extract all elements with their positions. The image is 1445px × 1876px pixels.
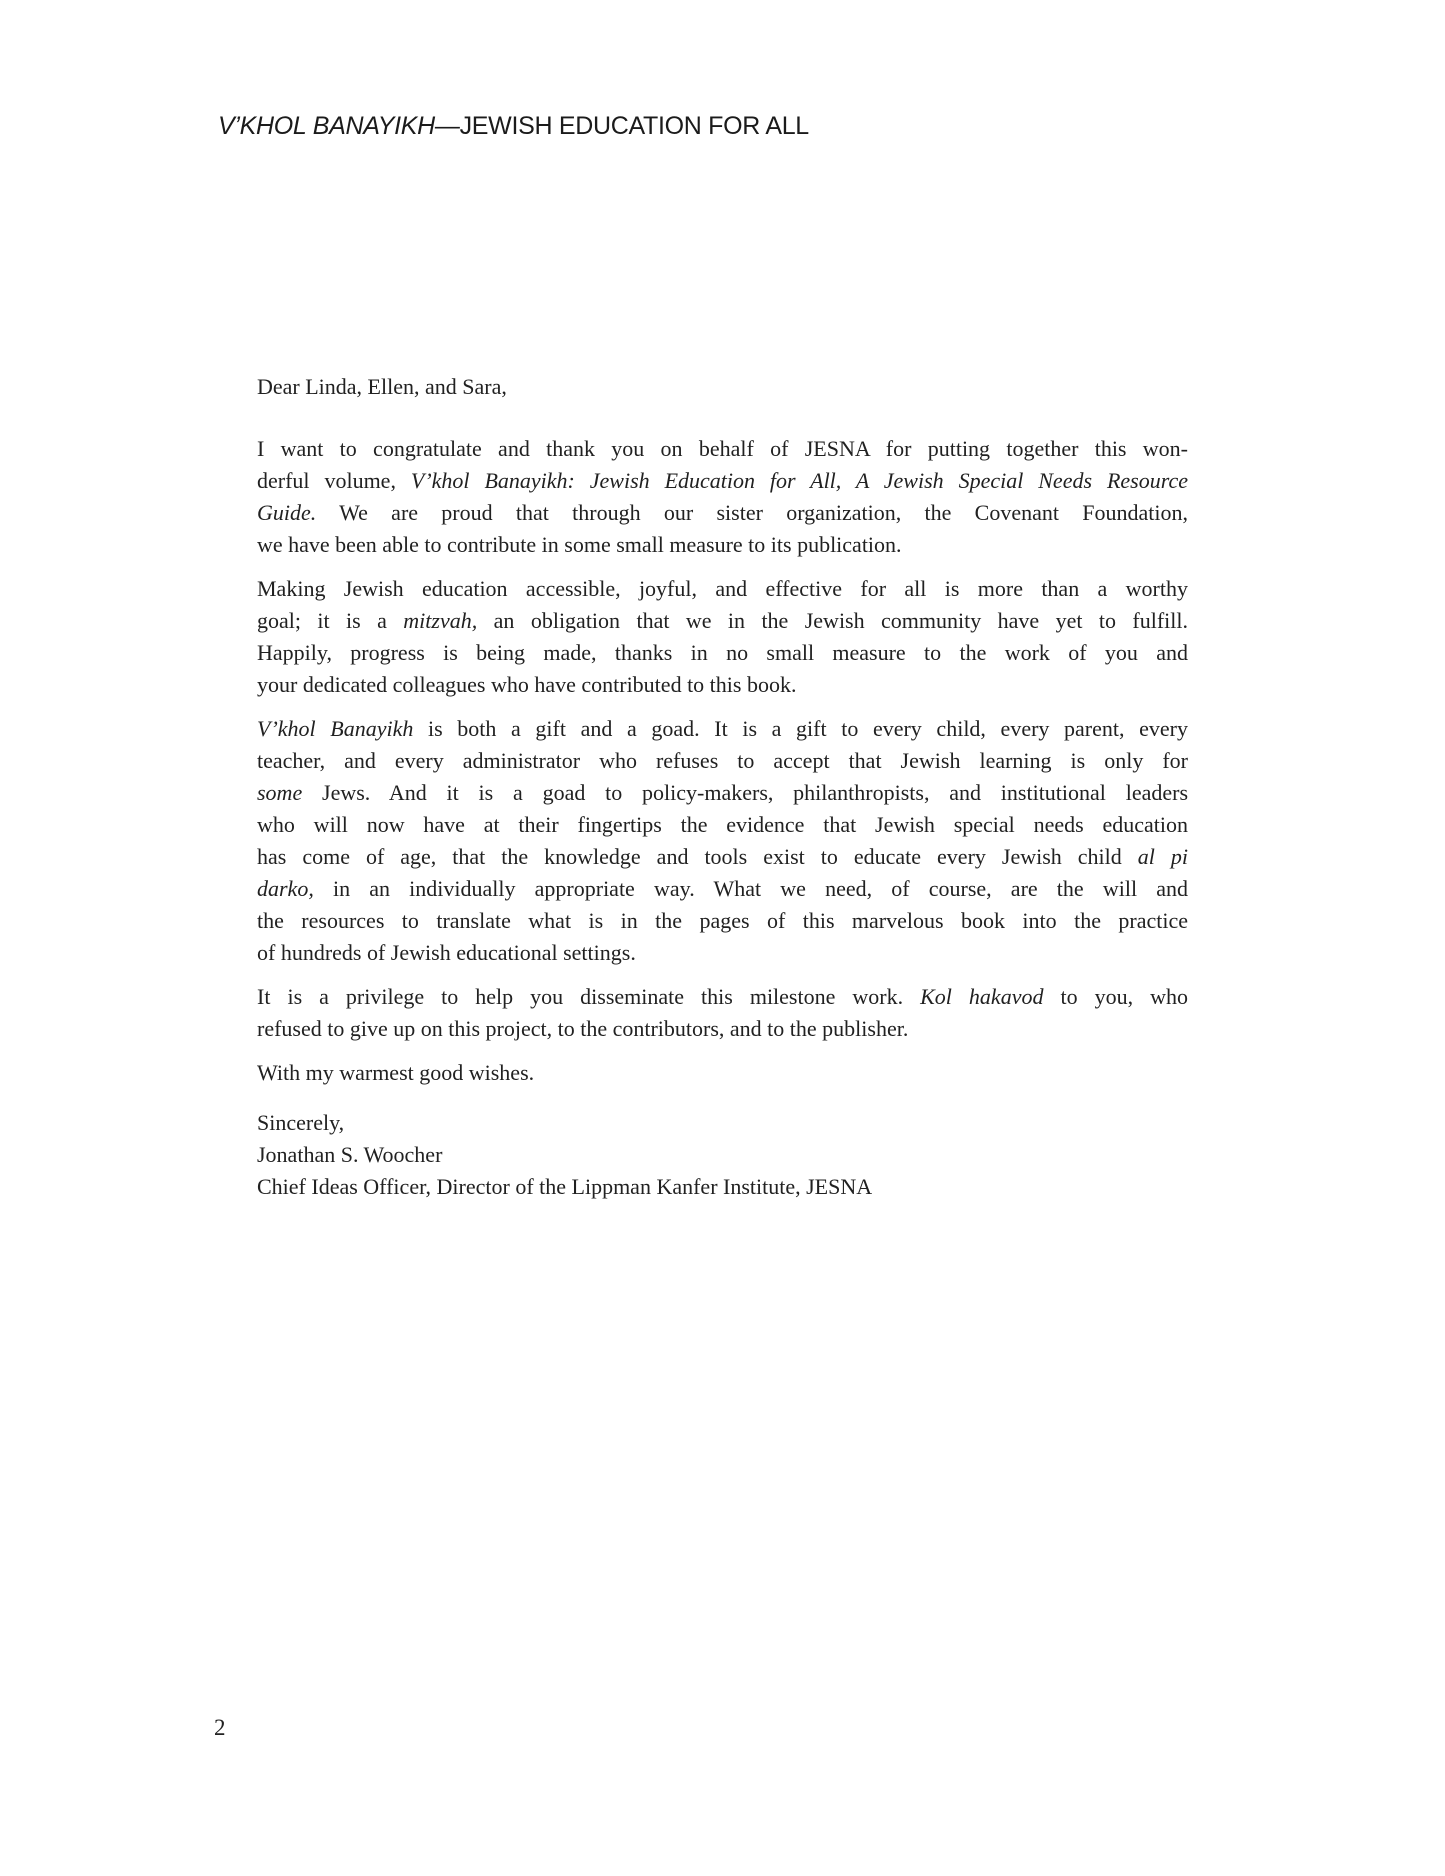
running-header xyxy=(218,112,809,141)
paragraph-line xyxy=(257,981,1188,1013)
text-segment: Happily, progress is being made, thanks in no small measure to the work of you and xyxy=(257,640,1188,665)
running-header-subtitle: —JEWISH EDUCATION FOR ALL xyxy=(434,112,809,140)
paragraph xyxy=(257,573,1188,701)
paragraph-line xyxy=(257,937,1188,969)
paragraph-line xyxy=(257,669,1188,701)
paragraph-line xyxy=(257,905,1188,937)
italic-text-segment: al pi xyxy=(1137,844,1188,869)
letter-body xyxy=(257,371,1188,1203)
signature-block xyxy=(257,1107,1188,1203)
paragraph-line xyxy=(257,433,1188,465)
text-segment: We are proud that through our sister organization, the Covenant Foundation, xyxy=(316,500,1188,525)
text-segment: Making Jewish education accessible, joyful, and effective for all is more than a worthy xyxy=(257,576,1188,601)
text-segment: who will now have at their fingertips the evidence that Jewish special needs education xyxy=(257,812,1188,837)
text-segment: teacher, and every administrator who refuses to accept that Jewish learning is only for xyxy=(257,748,1188,773)
text-segment: an obligation that we in the Jewish community have yet to fulfill. xyxy=(477,608,1188,633)
paragraph-line xyxy=(257,497,1188,529)
paragraph xyxy=(257,713,1188,969)
italic-text-segment: darko, xyxy=(257,876,314,901)
paragraph-line xyxy=(257,605,1188,637)
letter-closing: With my warmest good wishes. xyxy=(257,1060,535,1085)
paragraph-line xyxy=(257,637,1188,669)
paragraph-line xyxy=(257,745,1188,777)
paragraph-line xyxy=(257,465,1188,497)
text-segment: is both a gift and a goad. It is a gift to every child, every parent, every xyxy=(413,716,1188,741)
running-header-book-title: V’KHOL BANAYIKH xyxy=(218,112,435,140)
paragraph xyxy=(257,981,1188,1045)
text-segment: has come of age, that the knowledge and tools exist to educate every Jewish child xyxy=(257,844,1138,869)
italic-text-segment: Guide. xyxy=(257,500,317,525)
paragraph-line xyxy=(257,713,1188,745)
paragraph-line xyxy=(257,529,1188,561)
letter-paragraphs xyxy=(257,433,1188,1045)
signature-name: Jonathan S. Woocher xyxy=(257,1142,443,1167)
text-segment: I want to congratulate and thank you on behalf of JESNA for putting together this won- xyxy=(257,436,1188,461)
italic-text-segment: Kol hakavod xyxy=(920,984,1044,1009)
italic-text-segment: mitzvah, xyxy=(403,608,478,633)
text-segment: to you, who xyxy=(1043,984,1189,1009)
paragraph-line xyxy=(257,841,1188,873)
paragraph-line xyxy=(257,1013,1188,1045)
text-segment: refused to give up on this project, to the contributors, and to the publisher. xyxy=(257,1016,909,1041)
paragraph-line xyxy=(257,873,1188,905)
text-segment: goal; it is a xyxy=(257,608,404,633)
letter-salutation: Dear Linda, Ellen, and Sara, xyxy=(257,374,507,399)
italic-text-segment: V’khol Banayikh xyxy=(257,716,414,741)
text-segment: your dedicated colleagues who have contributed to this book. xyxy=(257,672,797,697)
paragraph-line xyxy=(257,777,1188,809)
paragraph-line xyxy=(257,573,1188,605)
italic-text-segment: some xyxy=(257,780,303,805)
paragraph xyxy=(257,433,1188,561)
signature-sincerely: Sincerely, xyxy=(257,1110,345,1135)
text-segment: of hundreds of Jewish educational settings. xyxy=(257,940,636,965)
text-segment: It is a privilege to help you disseminate this milestone work. xyxy=(257,984,921,1009)
text-segment: in an individually appropriate way. What we need, of course, are the will and xyxy=(313,876,1188,901)
page-number: 2 xyxy=(214,1715,226,1740)
text-segment: derful volume, xyxy=(257,468,411,493)
text-segment: the resources to translate what is in the pages of this marvelous book into the practice xyxy=(257,908,1188,933)
paragraph-line xyxy=(257,809,1188,841)
italic-text-segment: V’khol Banayikh: Jewish Education for All, A Jewish Special Needs Resource xyxy=(410,468,1188,493)
signature-title: Chief Ideas Officer, Director of the Lippman Kanfer Institute, JESNA xyxy=(257,1174,873,1199)
text-segment: we have been able to contribute in some small measure to its publication. xyxy=(257,532,902,557)
text-segment: Jews. And it is a goad to policy-makers, philanthropists, and institutional leaders xyxy=(302,780,1188,805)
